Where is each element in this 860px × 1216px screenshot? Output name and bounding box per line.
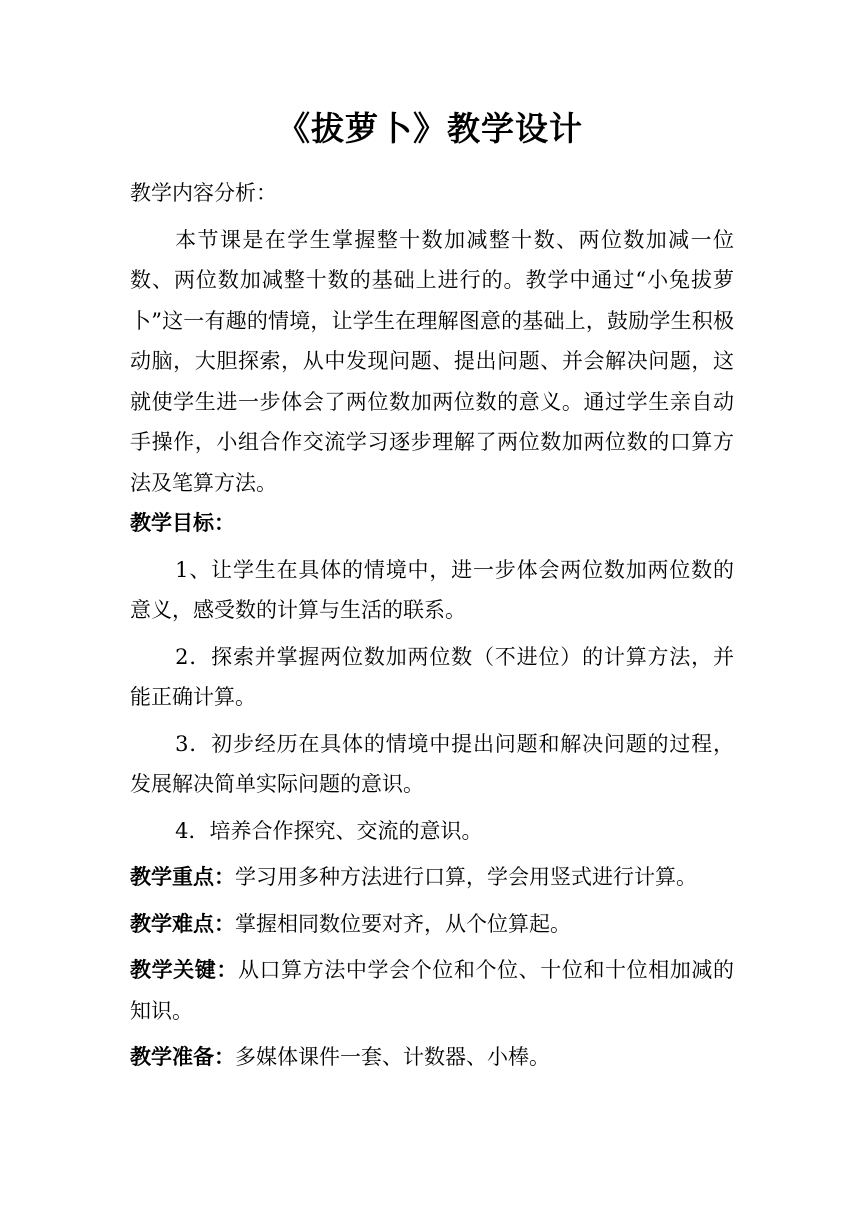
document-body: [130, 173, 734, 1078]
difficulty-label: 教学难点：: [130, 910, 235, 936]
objective-item-2: 2．探索并掌握两位数加两位数（不进位）的计算方法，并能正确计算。: [130, 644, 734, 709]
preparation-text: 多媒体课件一套、计数器、小棒。: [235, 1045, 550, 1069]
content-analysis-paragraph: 本节课是在学生掌握整十数加减整十数、两位数加减一位数、两位数加减整十数的基础上进行的。教学中通过“小兔拔萝卜”这一有趣的情境，让学生在理解图意的基础上，鼓励学生积极动脑，大胆探索，从中发现问题、提出问题、并会解决问题，这就使学生进一步体会了两位数加两位数的意义。通过学生亲自动手操作，小组合作交流学习逐步理解了两位数加两位数的口算方法及笔算方法。: [130, 227, 734, 495]
key-label: 教学关键：: [130, 957, 238, 982]
key-point-line: [130, 857, 734, 898]
document-title: 《拔萝卜》教学设计: [277, 109, 583, 148]
difficulty-line: [130, 904, 734, 945]
objective-item-1: 1、让学生在具体的情境中，进一步体会两位数加两位数的意义，感受数的计算与生活的联系。: [130, 557, 734, 622]
content-analysis-heading: 教学内容分析：: [130, 181, 277, 205]
preparation-label: 教学准备：: [130, 1044, 235, 1069]
key-text: 从口算方法中学会个位和个位、十位和十位相加减的知识。: [130, 958, 735, 1023]
difficulty-text: 掌握相同数位要对齐，从个位算起。: [235, 911, 571, 936]
key-point-label: 教学重点：: [130, 864, 235, 889]
key-point-text: 学习用多种方法进行口算，学会用竖式进行计算。: [235, 865, 697, 889]
key-line: [130, 950, 734, 1031]
objectives-heading: 教学目标：: [130, 510, 235, 535]
objective-item-3: 3．初步经历在具体的情境中提出问题和解决问题的过程，发展解决简单实际问题的意识。: [130, 731, 734, 796]
preparation-line: [130, 1037, 734, 1078]
objective-item-4: 4．培养合作探究、交流的意识。: [175, 818, 483, 843]
